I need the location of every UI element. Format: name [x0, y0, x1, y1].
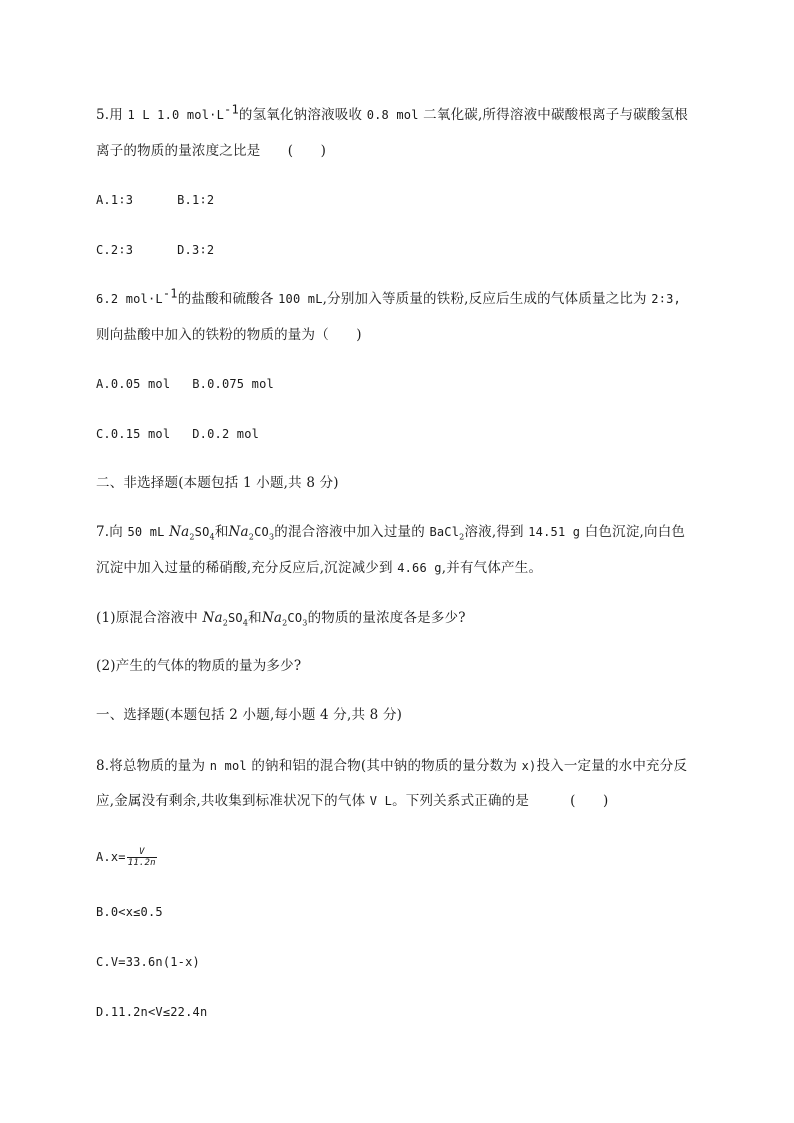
q5-option-d: D.3∶2: [177, 243, 215, 257]
section-heading-choice: 一、选择题(本题包括 2 小题,每小题 4 分,共 8 分): [96, 707, 403, 723]
q6-option-a: A.0.05 mol: [96, 377, 171, 391]
q6-option-d: D.0.2 mol: [192, 427, 260, 441]
q8-number: 8.将总物质的量为: [96, 758, 206, 774]
q5-option-a: A.1∶3: [96, 193, 134, 207]
q7-number: 7.向: [96, 524, 123, 540]
q6-number: 6.2 mol·L: [96, 292, 163, 306]
q8-option-a: A.x= $\frac{V}{11.2n}$: [96, 847, 156, 868]
q7-subquestion-1: (1)原混合溶液中 $Na_2SO_4$和$Na_2CO_3$的物质的量浓度各是多少?: [96, 610, 466, 628]
q7-stem-line2: 沉淀中加入过量的稀硝酸,充分反应后,沉淀减少到 4.66 g,并有气体产生。: [96, 560, 543, 576]
q5-number: 5.用: [96, 107, 123, 123]
q5-option-c: C.2∶3: [96, 243, 134, 257]
q8-option-b: B.0<x≤0.5: [96, 905, 163, 919]
q8-stem-line1: 8.将总物质的量为 n mol 的钠和铝的混合物(其中钠的物质的量分数为 x)投入一定量的水中充分反: [96, 758, 688, 774]
section-heading-nonchoice: 二、非选择题(本题包括 1 小题,共 8 分): [96, 475, 339, 491]
q8-option-a-fraction: $\frac{V}{11.2n}$: [127, 847, 156, 868]
q8-stem-line2: 应,金属没有剩余,共收集到标准状况下的气体 V L。下列关系式正确的是 ( ): [96, 793, 609, 809]
q8-option-c: C.V=33.6n(1-x): [96, 955, 200, 969]
q7-subquestion-2: (2)产生的气体的物质的量为多少?: [96, 658, 302, 674]
q6-stem-line2: 则向盐酸中加入的铁粉的物质的量为（ ): [96, 327, 362, 343]
q6-stem-line1: 6.2 $mol\cdot L^{-1}$的盐酸和硫酸各 100 mL,分别加入等质量的铁粉,反应后生成的气体质量之比为 2∶3,: [96, 286, 681, 307]
q7-stem-line1: 7.向 50 mL $Na_2SO_4$和$Na_2CO_3$的混合溶液中加入过量的 BaCl$_2$溶液,得到 14.51 g 白色沉淀,向白色: [96, 524, 686, 542]
q5-stem-line2: 离子的物质的量浓度之比是 ( ): [96, 143, 327, 159]
q8-option-d: D.11.2n<V≤22.4n: [96, 1005, 208, 1019]
q5-stem-line1: 5.用 1 L 1.0 $mol\cdot L^{-1}$的氢氧化钠溶液吸收 0.8 mol 二氧化碳,所得溶液中碳酸根离子与碳酸氢根: [96, 102, 688, 123]
q6-option-c: C.0.15 mol: [96, 427, 171, 441]
q6-options-row1: [96, 375, 274, 393]
q5-options-row2: [96, 241, 214, 259]
q5-option-b: B.1∶2: [177, 193, 215, 207]
q6-options-row2: [96, 425, 259, 443]
q5-options-row1: [96, 191, 214, 209]
q6-option-b: B.0.075 mol: [192, 377, 274, 391]
